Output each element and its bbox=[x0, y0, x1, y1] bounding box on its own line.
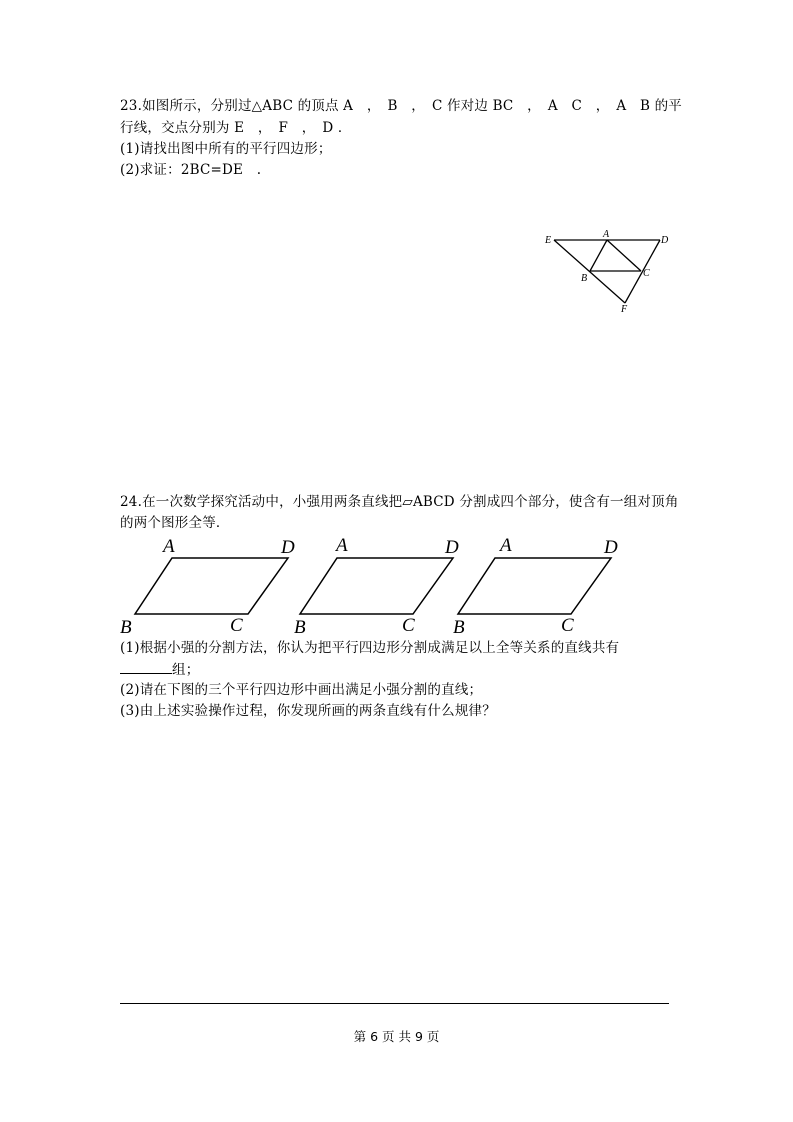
answer-blank[interactable] bbox=[120, 659, 172, 674]
point-label-d: D bbox=[661, 235, 669, 246]
p3-label-d: D bbox=[604, 537, 618, 558]
parallelogram-1 bbox=[135, 558, 288, 614]
q24-part2: (2)请在下图的三个平行四边形中画出满足小强分割的直线； bbox=[120, 682, 483, 698]
q23-triangle-figure bbox=[540, 228, 680, 318]
p1-label-c: C bbox=[230, 615, 243, 636]
p2-label-a: A bbox=[336, 535, 348, 556]
parallelogram-2 bbox=[300, 558, 453, 614]
point-label-a: A bbox=[603, 229, 610, 240]
q23-part1: (1)请找出图中所有的平行四边形； bbox=[120, 141, 332, 157]
q24-part1-line1: (1)根据小强的分割方法，你认为把平行四边形分割成满足以上全等关系的直线共有 bbox=[120, 640, 620, 656]
p1-label-a: A bbox=[163, 536, 175, 557]
p2-label-d: D bbox=[445, 537, 459, 558]
q23-stem-line1: 23.如图所示，分别过△ABC 的顶点 A ， B ， C 作对边 BC ， A C ， A B 的平 bbox=[120, 98, 683, 114]
q24-stem-line1: 24.在一次数学探究活动中，小强用两条直线把▱ABCD 分割成四个部分，使含有一组对顶角 bbox=[120, 494, 679, 510]
q24-parallelograms-figure bbox=[115, 530, 635, 640]
segment-AC bbox=[607, 240, 641, 271]
p2-label-b: B bbox=[294, 617, 306, 638]
q24-stem-line2: 的两个图形全等． bbox=[120, 515, 230, 531]
p3-label-a: A bbox=[500, 535, 512, 556]
page-number: 第 6 页 共 9 页 bbox=[353, 1029, 440, 1044]
q24-part3: (3)由上述实验操作过程，你发现所画的两条直线有什么规律？ bbox=[120, 703, 496, 719]
p3-label-b: B bbox=[453, 617, 465, 638]
q23-stem-line2: 行线，交点分别为 E ， F ， D ． bbox=[120, 120, 352, 136]
q24-part1-suffix: 组； bbox=[172, 662, 200, 678]
point-label-e: E bbox=[545, 235, 552, 246]
segment-AB bbox=[590, 240, 607, 271]
p3-label-c: C bbox=[561, 615, 574, 636]
point-label-b: B bbox=[581, 273, 588, 284]
point-label-c: C bbox=[643, 268, 650, 279]
footer-divider bbox=[120, 1003, 669, 1004]
p1-label-d: D bbox=[281, 537, 295, 558]
point-label-f: F bbox=[621, 304, 628, 315]
p2-label-c: C bbox=[402, 615, 415, 636]
q23-part2: (2)求证：2BC=DE . bbox=[120, 162, 262, 178]
p1-label-b: B bbox=[120, 617, 132, 638]
q24-part1-line2 bbox=[120, 659, 199, 680]
parallelogram-3 bbox=[458, 558, 611, 614]
